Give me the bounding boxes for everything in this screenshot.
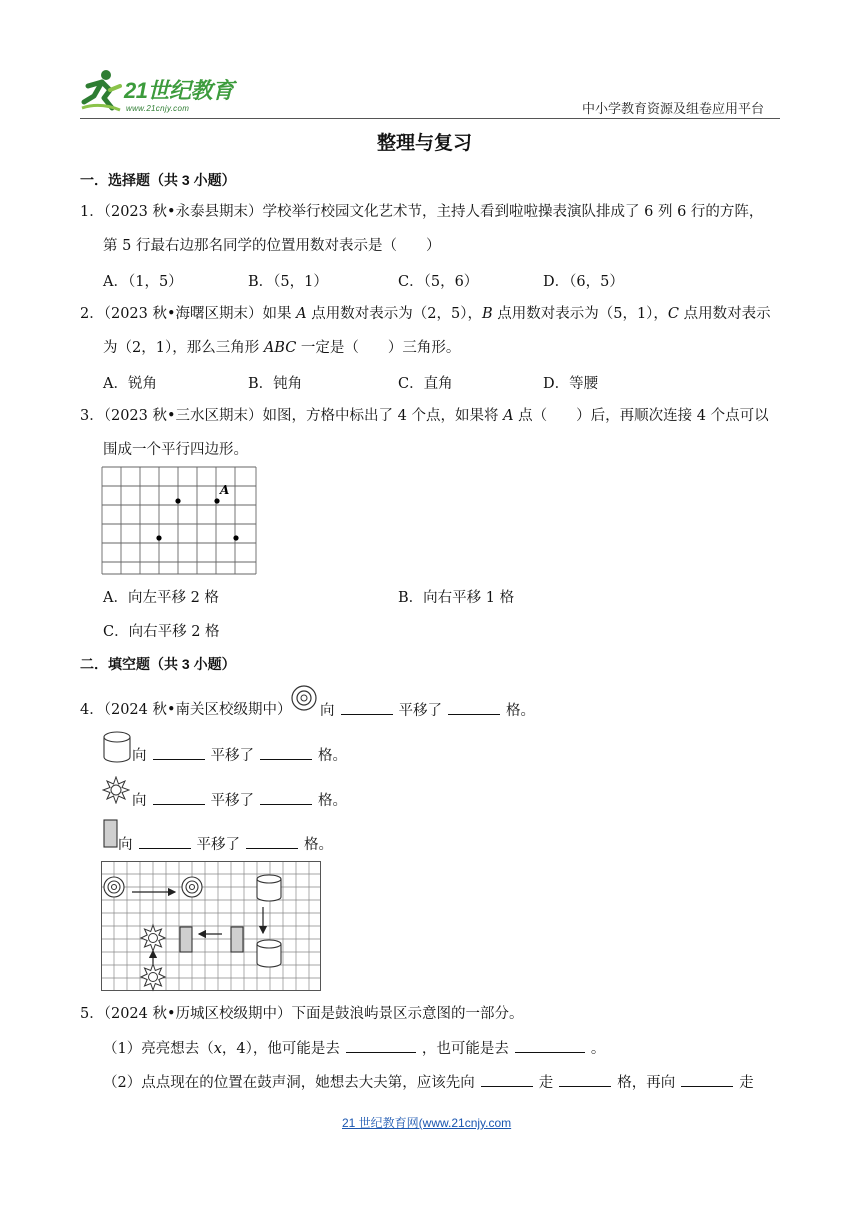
q5-line1: 5．（2024 秋•历城区校级期中）下面是鼓浪屿景区示意图的一部分。 <box>80 1006 524 1022</box>
q5-text: ，4），他可能是去 <box>221 1041 340 1057</box>
q2-line2 <box>103 338 460 358</box>
q4-text: 平移了 <box>196 837 240 853</box>
logo <box>80 66 260 116</box>
q4-rect-direction-blank[interactable] <box>139 834 191 849</box>
ring-shape <box>104 877 124 897</box>
q3-option-a[interactable]: A．向左平移 2 格 <box>103 590 219 606</box>
q3-line2: 围成一个平行四边形。 <box>103 442 248 458</box>
q4-line1 <box>80 700 292 720</box>
q2-triangle-name: ABC <box>263 340 297 356</box>
q2-option-b[interactable]: B．钝角 <box>248 376 303 392</box>
q4-cylinder-line <box>132 745 347 766</box>
q4-rect-count-blank[interactable] <box>246 834 298 849</box>
q5-text: （2）点点现在的位置在鼓声洞，她想去大夫第，应该先向 <box>103 1075 475 1091</box>
q4-cylinder-direction-blank[interactable] <box>153 745 205 760</box>
q2-text: 点用数对表示 <box>679 306 771 322</box>
q4-text: 向 <box>320 703 335 719</box>
q3-text: 3．（2023 秋•三水区期末）如图，方格中标出了 4 个点，如果将 <box>80 408 504 424</box>
q5-text: 。 <box>590 1041 606 1057</box>
logo-url-text: www.21cnjy.com <box>126 104 190 113</box>
q4-sun-line <box>132 790 347 811</box>
rect-shape-moved <box>180 927 192 952</box>
q5-sub2 <box>103 1072 754 1093</box>
header-rule <box>80 118 780 119</box>
q2-text: 2．（2023 秋•海曙区期末）如果 <box>80 306 297 322</box>
page-title: 整理与复习 <box>377 133 473 154</box>
q3-line1 <box>80 406 769 426</box>
sun-shape <box>141 925 165 951</box>
q1-line1: 1．（2023 秋•永泰县期末）学校举行校园文化艺术节，主持人看到啦啦操表演队排成了 6 列 6 行的方阵， <box>80 204 764 220</box>
grid-point <box>156 535 161 540</box>
q3-grid-figure <box>101 466 259 578</box>
q4-text: 向 <box>118 837 133 853</box>
grid-point-a <box>214 498 219 503</box>
q2-line1 <box>80 304 771 324</box>
section-heading-choice: 一．选择题（共 3 小题） <box>80 172 236 188</box>
q4-sun-direction-blank[interactable] <box>153 790 205 805</box>
q4-ring-line <box>320 700 535 721</box>
q1-option-b[interactable]: B．（5，1） <box>248 274 328 290</box>
q1-option-a[interactable]: A．（1，5） <box>103 274 183 290</box>
q4-translation-grid <box>101 861 323 993</box>
q4-text: 平移了 <box>210 748 254 764</box>
grid-point <box>233 535 238 540</box>
q5-var-x: x <box>213 1041 222 1057</box>
rect-shape <box>231 927 243 952</box>
ring-shape-moved <box>182 877 202 897</box>
q2-point-b: B <box>481 306 493 322</box>
q2-point-c: C <box>667 306 680 322</box>
q2-point-a: A <box>296 306 307 322</box>
q4-text: 向 <box>132 748 147 764</box>
grid-point <box>175 498 180 503</box>
sun-icon <box>102 776 130 804</box>
q5-dir2-blank[interactable] <box>681 1072 733 1087</box>
q4-sun-count-blank[interactable] <box>260 790 312 805</box>
q5-text: 走 <box>538 1075 554 1091</box>
q3-option-b[interactable]: B．向右平移 1 格 <box>398 590 515 606</box>
q1-option-d[interactable]: D．（6，5） <box>543 274 624 290</box>
q5-text: 走 <box>739 1075 754 1091</box>
grid-label-a: A <box>220 483 230 497</box>
q3-text: 点（ ）后，再顺次连接 4 个点可以 <box>513 408 769 424</box>
q5-dir1-blank[interactable] <box>481 1072 533 1087</box>
ring-icon <box>290 684 318 712</box>
runner-icon <box>80 68 122 112</box>
section-heading-fill: 二．填空题（共 3 小题） <box>80 656 236 672</box>
q5-steps1-blank[interactable] <box>559 1072 611 1087</box>
q2-text: 点用数对表示为（5，1）， <box>492 306 668 322</box>
q4-cylinder-count-blank[interactable] <box>260 745 312 760</box>
q1-option-c[interactable]: C．（5，6） <box>398 274 479 290</box>
q2-option-a[interactable]: A．锐角 <box>103 376 157 392</box>
q4-prefix: 4．（2024 秋•南关区校级期中） <box>80 702 292 718</box>
logo-main-text: 21世纪教育 <box>124 78 234 103</box>
q2-text: 点用数对表示为（2，5）， <box>306 306 482 322</box>
footer-link[interactable]: 21 世纪教育网(www.21cnjy.com <box>342 1116 512 1130</box>
cylinder-icon <box>102 731 132 763</box>
q3-option-c[interactable]: C．向右平移 2 格 <box>103 624 220 640</box>
q2-option-c[interactable]: C．直角 <box>398 376 453 392</box>
q2-text: 为（2，1），那么三角形 <box>103 340 264 356</box>
q5-text: ，也可能是去 <box>421 1041 509 1057</box>
q5-place1-blank[interactable] <box>346 1038 416 1053</box>
q5-text: （1）亮亮想去（ <box>103 1041 214 1057</box>
q4-text: 格。 <box>318 793 347 809</box>
rectangle-icon <box>103 819 119 849</box>
q5-place2-blank[interactable] <box>515 1038 585 1053</box>
q4-rect-line <box>118 834 333 855</box>
q4-text: 格。 <box>506 703 535 719</box>
q4-text: 格。 <box>318 748 347 764</box>
platform-name: 中小学教育资源及组卷应用平台 <box>582 101 765 116</box>
q4-text: 平移了 <box>210 793 254 809</box>
q4-ring-direction-blank[interactable] <box>341 700 393 715</box>
cylinder-shape-moved <box>257 940 281 967</box>
q1-line2: 第 5 行最右边那名同学的位置用数对表示是（ ） <box>103 238 441 254</box>
q5-sub1 <box>103 1038 605 1059</box>
q4-text: 向 <box>132 793 147 809</box>
q2-text: 一定是（ ）三角形。 <box>296 340 461 356</box>
sun-shape-moved <box>141 964 165 990</box>
cylinder-shape <box>257 875 281 901</box>
q4-text: 格。 <box>304 837 333 853</box>
q3-point-a: A <box>503 408 514 424</box>
q5-text: 格，再向 <box>617 1075 676 1091</box>
q2-option-d[interactable]: D．等腰 <box>543 376 599 392</box>
q4-text: 平移了 <box>398 703 442 719</box>
q4-ring-count-blank[interactable] <box>448 700 500 715</box>
